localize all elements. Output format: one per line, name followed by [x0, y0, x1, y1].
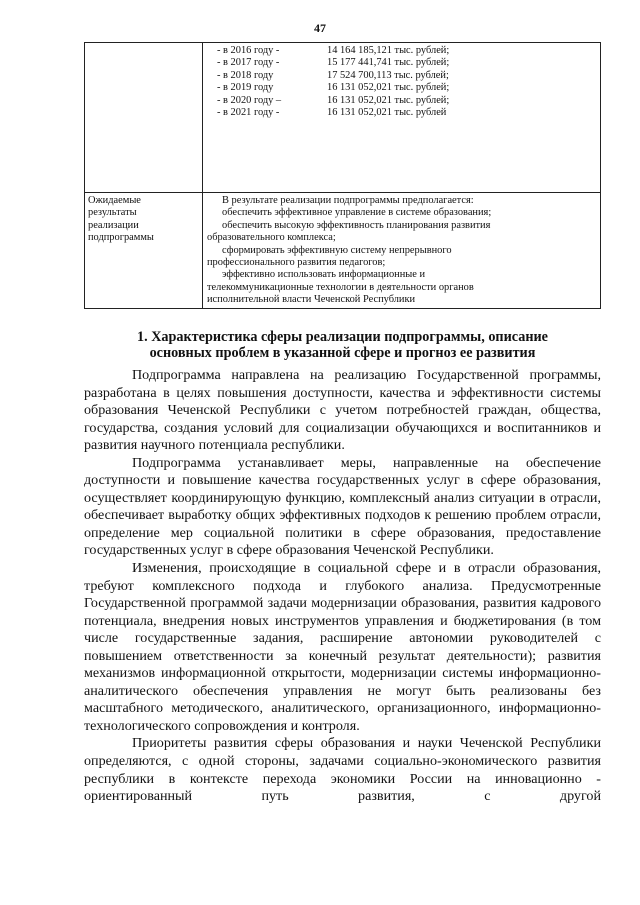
result-line: обеспечить эффективное управление в системе образования; [222, 207, 492, 219]
funding-year: - в 2021 году - [217, 107, 280, 119]
results-cell [203, 193, 601, 309]
funding-year: - в 2018 году [217, 69, 274, 81]
funding-year: - в 2019 году [217, 82, 274, 94]
funding-year: - в 2017 году - [217, 57, 280, 69]
section-title-line-1: 1. Характеристика сферы реализации подпрограммы, описание [137, 329, 548, 345]
results-label-line: подпрограммы [88, 232, 154, 244]
result-line: сформировать эффективную систему непрерывного [222, 244, 452, 256]
paragraph: Подпрограмма устанавливает меры, направленные на обеспечение доступности и повышение качества государственных услуг в сфере образования, осуществляет координирующую функцию, комплексный анализ ситуации в отрасли, обеспечивает выработку общих эффективных подходов к решению проблем отрасли, определение мер социальной политики в сфере образования, предоставление государственных услуг в сфере образования Чеченской Республики. [84, 454, 601, 559]
funding-amount: 16 131 052,021 тыс. рублей; [327, 94, 450, 106]
funding-label-cell [85, 43, 203, 193]
funding-amount: 17 524 700,113 тыс. рублей; [327, 69, 449, 81]
result-line: профессионального развития педагогов; [207, 257, 386, 269]
results-label-line: результаты [88, 207, 137, 219]
result-line: образовательного комплекса; [207, 232, 336, 244]
subprogram-passport-table [84, 42, 601, 309]
paragraph: Подпрограмма направлена на реализацию Государственной программы, разработана в целях повышения доступности, качества и эффективности системы образования Чеченской Республики с учетом потребностей граждан, общества, государства, создания условий для социализации обучающихся и воспитанников и развития научного потенциала республики. [84, 367, 601, 454]
results-label [88, 195, 199, 245]
funding-year-row [217, 82, 600, 94]
results-list [207, 195, 596, 307]
result-line: эффективно использовать информационные и [222, 269, 426, 281]
results-label-line: реализации [88, 219, 139, 231]
page-number: 47 [314, 21, 326, 35]
paragraph: Изменения, происходящие в социальной сфере и в отрасли образования, требуют комплексного подхода и глубокого анализа. Предусмотренные Государственной программой задачи модернизации образования, развития кадрового потенциала, внедрения новых инструментов управления и бюджетирования (в том числе государственные задания, расширение автономии руководителей с повышением ответственности за конечный результат деятельности); развития механизмов информационной открытости, модернизации системы информационно-аналитического обеспечения управления не могут быть реализованы без масштабного методического, аналитического, организационного, информационно-технологического сопровождения и контроля. [84, 560, 601, 734]
funding-cell [203, 43, 601, 193]
funding-year-row [217, 57, 600, 69]
paragraph: Приоритеты развития сферы образования и науки Чеченской Республики определяются, с одной стороны, задачами социально-экономического развития республики в контексте перехода экономики России на инновационно - ориентированный путь развития, с другой [84, 735, 601, 805]
funding-amount: 16 131 052,021 тыс. рублей; [327, 82, 450, 94]
funding-amount: 15 177 441,741 тыс. рублей; [327, 57, 450, 69]
funding-year-row [217, 107, 600, 119]
result-line: В результате реализации подпрограммы предполагается: [222, 195, 474, 206]
funding-row [85, 43, 601, 193]
funding-year-row [217, 70, 600, 82]
section-title-line-2: основных проблем в указанной сфере и прогноз ее развития [149, 344, 536, 361]
results-label-line: Ожидаемые [88, 195, 141, 206]
result-line: телекоммуникационные технологии в деятельности органов [207, 281, 474, 293]
results-row [85, 193, 601, 309]
result-line: обеспечить высокую эффективность планирования развития [222, 219, 491, 231]
funding-year-row [217, 45, 600, 57]
funding-year: - в 2016 году - [217, 45, 280, 56]
funding-list [217, 45, 600, 119]
body-text [84, 367, 601, 806]
results-label-cell [85, 193, 203, 309]
funding-amount: 16 131 052,021 тыс. рублей [327, 107, 447, 119]
funding-year: - в 2020 году – [217, 94, 282, 106]
funding-year-row [217, 95, 600, 107]
section-title [84, 330, 601, 361]
funding-amount: 14 164 185,121 тыс. рублей; [327, 45, 450, 56]
result-line: исполнительной власти Чеченской Республики [207, 294, 416, 306]
